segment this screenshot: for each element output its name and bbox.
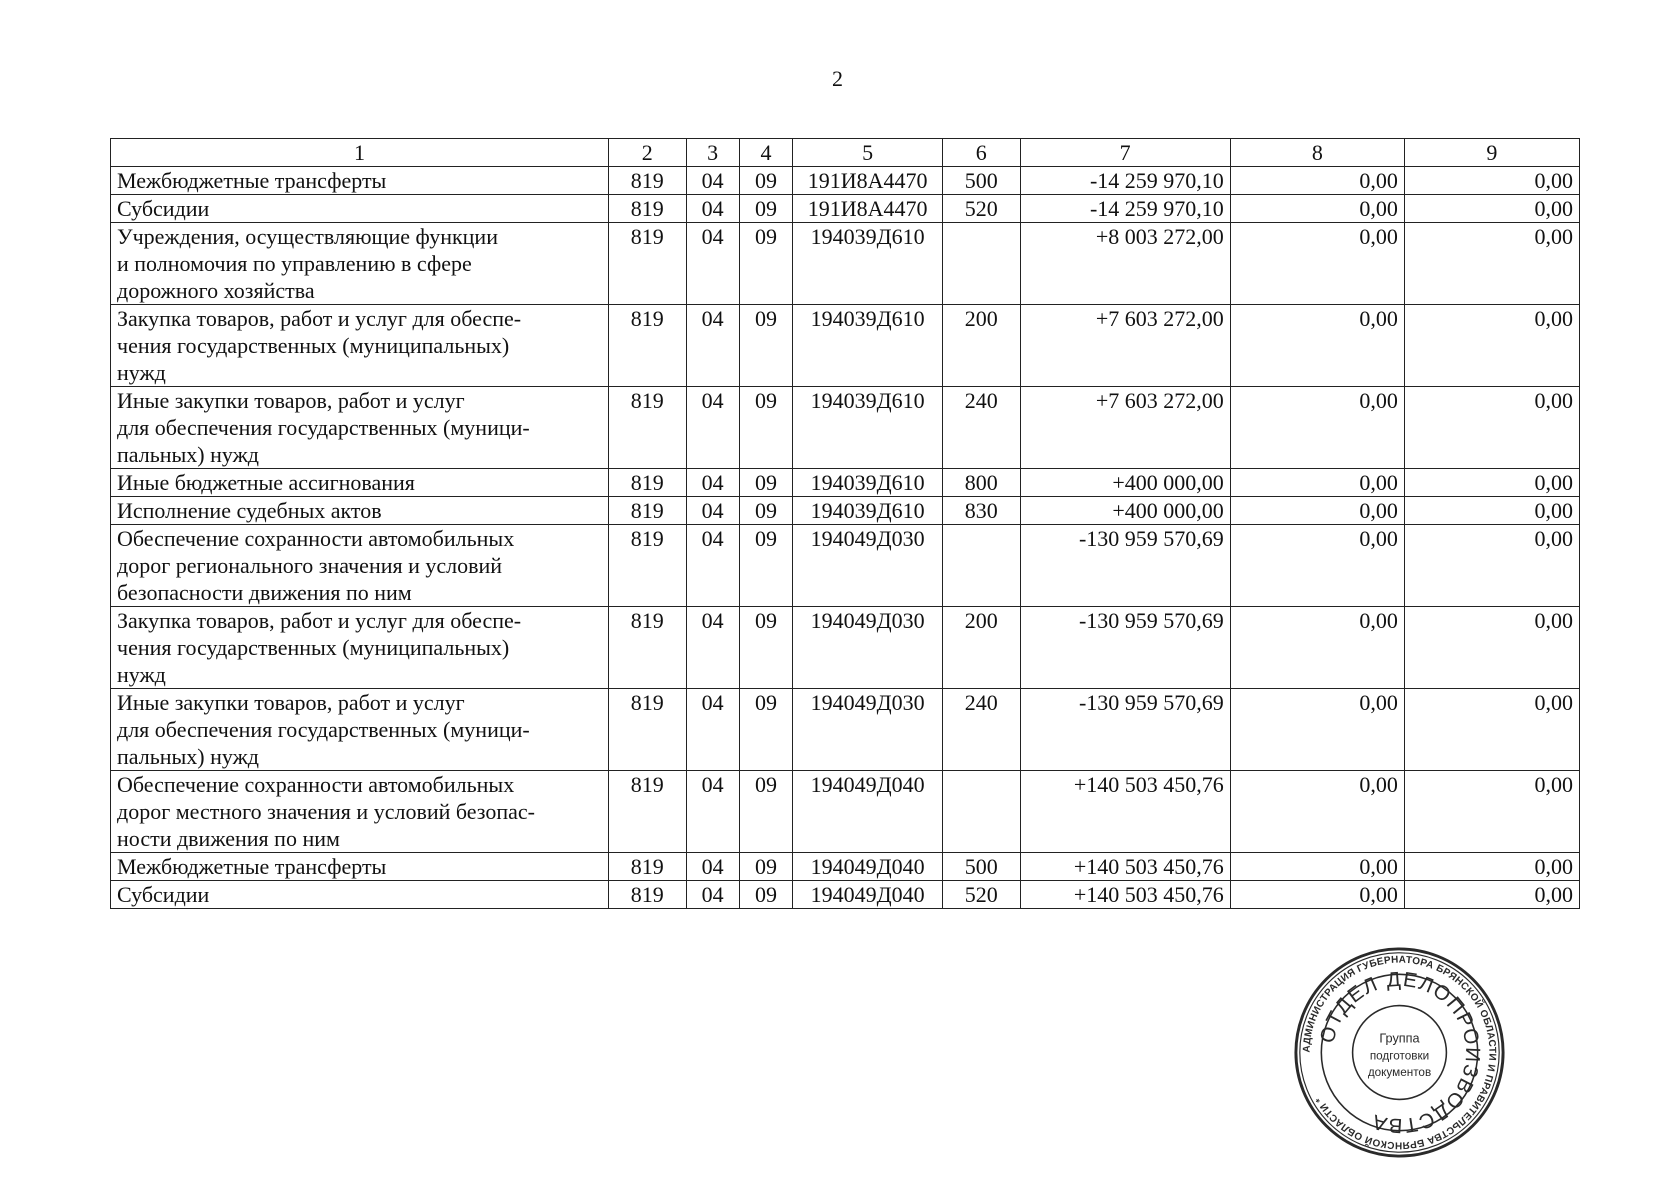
cell-col-4: 09	[739, 469, 792, 497]
cell-col-3: 04	[686, 853, 739, 881]
cell-col-4: 09	[739, 525, 792, 607]
cell-col-6: 830	[943, 497, 1020, 525]
table-header-row	[111, 139, 1580, 167]
table-row	[111, 387, 1580, 469]
cell-col-8: 0,00	[1230, 387, 1404, 469]
stamp-middle-text: ОТДЕЛ ДЕЛОПРОИЗВОДСТВА	[1315, 967, 1485, 1138]
cell-col-5: 194039Д610	[793, 387, 943, 469]
table-row	[111, 469, 1580, 497]
cell-col-5: 191И8А4470	[793, 195, 943, 223]
cell-col-7: -130 959 570,69	[1020, 689, 1230, 771]
cell-col-2: 819	[609, 853, 686, 881]
cell-col-5: 194049Д030	[793, 689, 943, 771]
cell-col-4: 09	[739, 689, 792, 771]
cell-col-7: +400 000,00	[1020, 469, 1230, 497]
table-row	[111, 771, 1580, 853]
cell-col-5: 194049Д030	[793, 525, 943, 607]
cell-name: Исполнение судебных актов	[111, 497, 609, 525]
cell-col-8: 0,00	[1230, 195, 1404, 223]
page-number: 2	[832, 66, 843, 91]
cell-col-5: 194049Д040	[793, 881, 943, 909]
cell-col-2: 819	[609, 167, 686, 195]
table-row	[111, 607, 1580, 689]
cell-col-9: 0,00	[1404, 387, 1579, 469]
cell-col-8: 0,00	[1230, 689, 1404, 771]
cell-col-4: 09	[739, 853, 792, 881]
cell-col-6	[943, 525, 1020, 607]
cell-col-9: 0,00	[1404, 525, 1579, 607]
cell-col-8: 0,00	[1230, 469, 1404, 497]
cell-name: Иные закупки товаров, работ и услуг для обеспечения государственных (муници- пальных) нужд	[111, 689, 609, 771]
cell-col-5: 194039Д610	[793, 223, 943, 305]
cell-col-5: 194039Д610	[793, 497, 943, 525]
cell-name: Межбюджетные трансферты	[111, 853, 609, 881]
cell-col-4: 09	[739, 167, 792, 195]
cell-col-2: 819	[609, 469, 686, 497]
cell-col-5: 194049Д040	[793, 853, 943, 881]
cell-col-6: 520	[943, 195, 1020, 223]
cell-name: Учреждения, осуществляющие функции и полномочия по управлению в сфере дорожного хозяйства	[111, 223, 609, 305]
cell-col-9: 0,00	[1404, 853, 1579, 881]
cell-col-6: 500	[943, 167, 1020, 195]
stamp-seal-icon	[1292, 945, 1507, 1160]
table-row	[111, 223, 1580, 305]
header-cell-3: 3	[686, 139, 739, 167]
cell-col-2: 819	[609, 497, 686, 525]
cell-col-3: 04	[686, 689, 739, 771]
cell-col-7: -14 259 970,10	[1020, 195, 1230, 223]
cell-col-9: 0,00	[1404, 607, 1579, 689]
header-cell-5: 5	[793, 139, 943, 167]
cell-name: Иные бюджетные ассигнования	[111, 469, 609, 497]
stamp-center-line-2: подготовки	[1369, 1049, 1430, 1063]
office-stamp	[1292, 945, 1507, 1160]
cell-col-3: 04	[686, 771, 739, 853]
cell-col-4: 09	[739, 771, 792, 853]
cell-col-5: 194039Д610	[793, 469, 943, 497]
cell-col-3: 04	[686, 607, 739, 689]
cell-col-3: 04	[686, 469, 739, 497]
cell-col-7: +8 003 272,00	[1020, 223, 1230, 305]
cell-col-9: 0,00	[1404, 497, 1579, 525]
cell-col-4: 09	[739, 497, 792, 525]
cell-col-5: 194039Д610	[793, 305, 943, 387]
cell-col-8: 0,00	[1230, 607, 1404, 689]
cell-col-2: 819	[609, 607, 686, 689]
cell-col-7: +140 503 450,76	[1020, 771, 1230, 853]
cell-col-6: 200	[943, 607, 1020, 689]
cell-col-8: 0,00	[1230, 305, 1404, 387]
cell-col-3: 04	[686, 525, 739, 607]
cell-col-6	[943, 771, 1020, 853]
cell-col-7: -14 259 970,10	[1020, 167, 1230, 195]
cell-col-2: 819	[609, 387, 686, 469]
cell-col-4: 09	[739, 305, 792, 387]
cell-col-9: 0,00	[1404, 305, 1579, 387]
table-row	[111, 195, 1580, 223]
cell-name: Закупка товаров, работ и услуг для обеспе- чения государственных (муниципальных) нужд	[111, 305, 609, 387]
cell-col-7: +140 503 450,76	[1020, 853, 1230, 881]
cell-col-6: 200	[943, 305, 1020, 387]
table-row	[111, 305, 1580, 387]
cell-col-2: 819	[609, 525, 686, 607]
header-cell-1: 1	[111, 139, 609, 167]
cell-col-8: 0,00	[1230, 853, 1404, 881]
cell-col-5: 194049Д030	[793, 607, 943, 689]
cell-col-3: 04	[686, 881, 739, 909]
table-row	[111, 853, 1580, 881]
cell-col-4: 09	[739, 387, 792, 469]
header-cell-8: 8	[1230, 139, 1404, 167]
cell-col-4: 09	[739, 195, 792, 223]
table-row	[111, 497, 1580, 525]
cell-col-5: 194049Д040	[793, 771, 943, 853]
cell-col-7: -130 959 570,69	[1020, 525, 1230, 607]
header-cell-7: 7	[1020, 139, 1230, 167]
cell-col-2: 819	[609, 881, 686, 909]
cell-col-7: -130 959 570,69	[1020, 607, 1230, 689]
cell-col-9: 0,00	[1404, 223, 1579, 305]
cell-col-3: 04	[686, 223, 739, 305]
cell-col-9: 0,00	[1404, 167, 1579, 195]
cell-col-7: +140 503 450,76	[1020, 881, 1230, 909]
cell-col-7: +400 000,00	[1020, 497, 1230, 525]
cell-col-2: 819	[609, 195, 686, 223]
cell-col-3: 04	[686, 497, 739, 525]
cell-col-4: 09	[739, 881, 792, 909]
cell-col-6: 500	[943, 853, 1020, 881]
header-cell-2: 2	[609, 139, 686, 167]
cell-name: Иные закупки товаров, работ и услуг для обеспечения государственных (муници- пальных) нужд	[111, 387, 609, 469]
cell-col-7: +7 603 272,00	[1020, 305, 1230, 387]
cell-col-9: 0,00	[1404, 689, 1579, 771]
cell-name: Межбюджетные трансферты	[111, 167, 609, 195]
stamp-center-line-3: документов	[1367, 1065, 1432, 1079]
table-body	[111, 167, 1580, 909]
cell-col-8: 0,00	[1230, 497, 1404, 525]
cell-col-8: 0,00	[1230, 167, 1404, 195]
cell-col-8: 0,00	[1230, 525, 1404, 607]
cell-col-6: 800	[943, 469, 1020, 497]
cell-col-3: 04	[686, 387, 739, 469]
header-cell-6: 6	[943, 139, 1020, 167]
cell-col-7: +7 603 272,00	[1020, 387, 1230, 469]
header-cell-4: 4	[739, 139, 792, 167]
cell-col-2: 819	[609, 305, 686, 387]
header-cell-9: 9	[1404, 139, 1579, 167]
cell-col-3: 04	[686, 195, 739, 223]
cell-col-9: 0,00	[1404, 469, 1579, 497]
stamp-center-line-1: Группа	[1379, 1031, 1420, 1046]
cell-col-2: 819	[609, 689, 686, 771]
cell-col-2: 819	[609, 223, 686, 305]
table-row	[111, 167, 1580, 195]
budget-table	[110, 138, 1580, 909]
cell-col-5: 191И8А4470	[793, 167, 943, 195]
stamp-outer-text: АДМИНИСТРАЦИЯ ГУБЕРНАТОРА БРЯНСКОЙ ОБЛАСТИ И ПРАВИТЕЛЬСТВА БРЯНСКОЙ ОБЛАСТИ *	[1301, 954, 1498, 1151]
cell-col-8: 0,00	[1230, 771, 1404, 853]
cell-col-9: 0,00	[1404, 771, 1579, 853]
cell-name: Субсидии	[111, 881, 609, 909]
cell-col-3: 04	[686, 305, 739, 387]
cell-col-9: 0,00	[1404, 881, 1579, 909]
cell-col-6: 240	[943, 689, 1020, 771]
cell-col-8: 0,00	[1230, 881, 1404, 909]
table-row	[111, 689, 1580, 771]
cell-col-8: 0,00	[1230, 223, 1404, 305]
cell-col-6: 240	[943, 387, 1020, 469]
cell-col-9: 0,00	[1404, 195, 1579, 223]
cell-name: Обеспечение сохранности автомобильных дорог регионального значения и условий безопасности движения по ним	[111, 525, 609, 607]
cell-col-4: 09	[739, 607, 792, 689]
cell-name: Субсидии	[111, 195, 609, 223]
cell-col-6	[943, 223, 1020, 305]
cell-col-6: 520	[943, 881, 1020, 909]
cell-col-2: 819	[609, 771, 686, 853]
cell-name: Закупка товаров, работ и услуг для обеспе- чения государственных (муниципальных) нужд	[111, 607, 609, 689]
table-row	[111, 881, 1580, 909]
cell-name: Обеспечение сохранности автомобильных дорог местного значения и условий безопас- ности движения по ним	[111, 771, 609, 853]
cell-col-4: 09	[739, 223, 792, 305]
table-row	[111, 525, 1580, 607]
cell-col-3: 04	[686, 167, 739, 195]
